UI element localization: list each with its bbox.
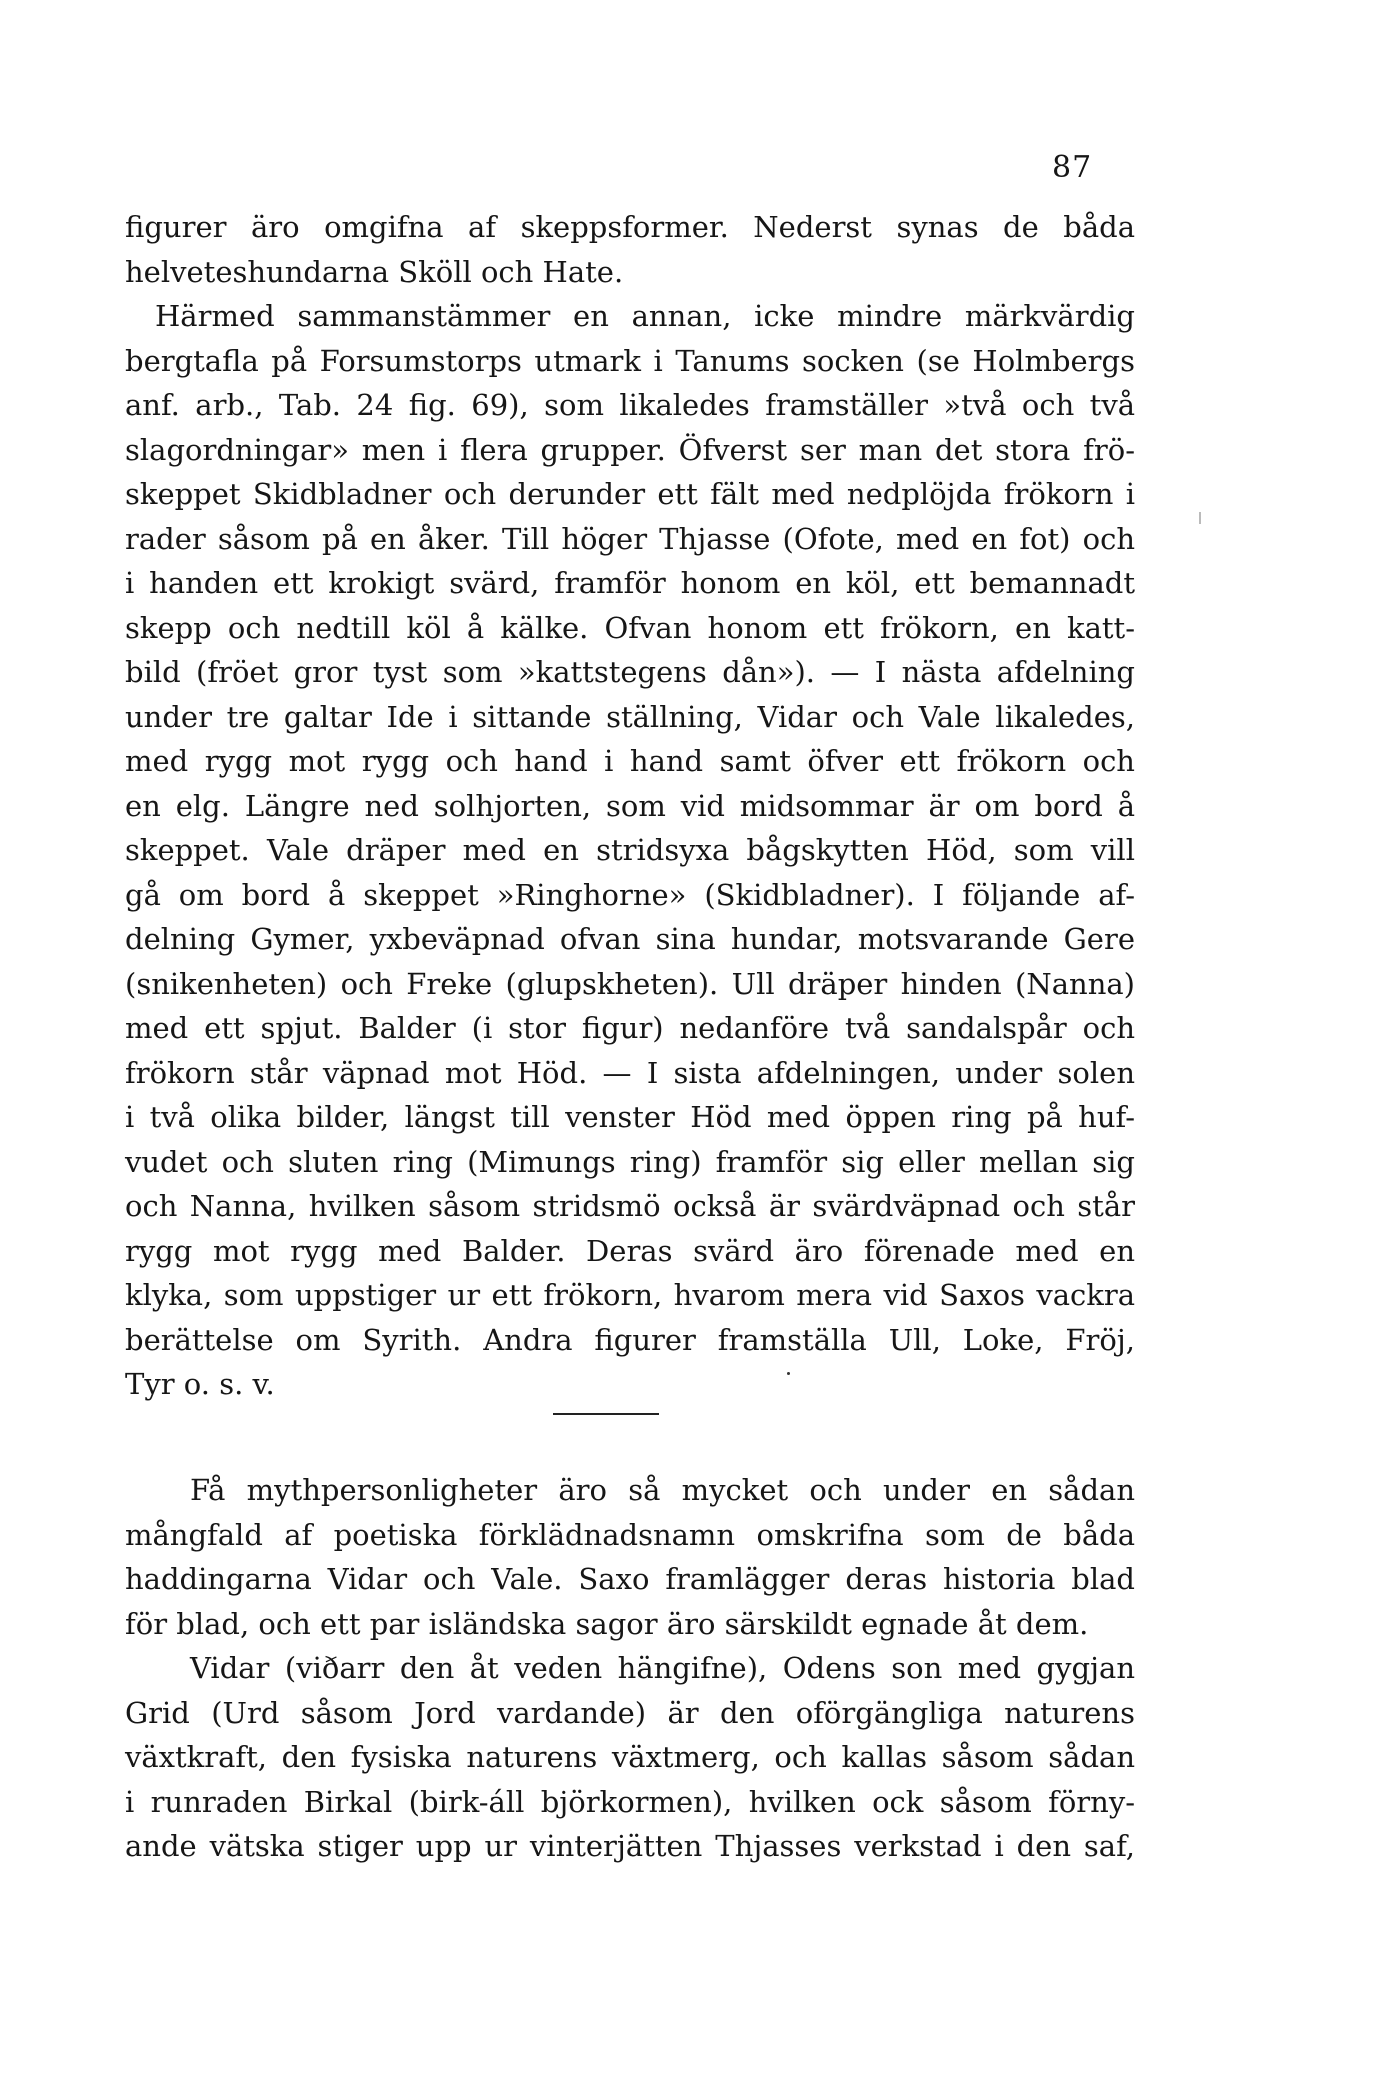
text-line: en elg. Längre ned solhjorten, som vid midsommar är om bord å (125, 788, 1135, 823)
text-line: under tre galtar Ide i sittande ställning, Vidar och Vale likaledes, (125, 699, 1135, 734)
margin-mark (1199, 512, 1201, 524)
text-line: berättelse om Syrith. Andra figurer framställa Ull, Loke, Fröj, (125, 1322, 1135, 1357)
text-line: gå om bord å skeppet »Ringhorne» (Skidbladner). I följande af- (125, 877, 1135, 912)
text-line: figurer äro omgifna af skeppsformer. Nederst synas de båda (125, 210, 1135, 244)
text-line: slagordningar» men i flera grupper. Öfverst ser man det stora frö- (125, 432, 1135, 467)
text-line: Härmed sammanstämmer en annan, icke mindre märkvärdig (155, 299, 1135, 333)
text-line: rygg mot rygg med Balder. Deras svärd äro förenade med en (125, 1233, 1135, 1268)
text-line: Få mythpersonligheter äro så mycket och under en sådan (190, 1473, 1135, 1507)
text-line: skeppet. Vale dräper med en stridsyxa bågskytten Höd, som vill (125, 833, 1135, 867)
text-line: Grid (Urd såsom Jord vardande) är den oförgängliga naturens (125, 1695, 1135, 1730)
text-line: växtkraft, den fysiska naturens växtmerg, och kallas såsom sådan (125, 1740, 1135, 1774)
text-line: för blad, och ett par isländska sagor äro särskildt egnade åt dem. (125, 1606, 1089, 1641)
text-line: mångfald af poetiska förklädnadsnamn omskrifna som de båda (125, 1517, 1135, 1552)
text-line: bergtafla på Forsumstorps utmark i Tanums socken (se Holmbergs (125, 343, 1135, 378)
text-line: rader såsom på en åker. Till höger Thjasse (Ofote, med en fot) och (125, 521, 1135, 556)
text-line: i runraden Birkal (birk-áll björkormen), hvilken ock såsom förny- (125, 1784, 1135, 1819)
text-line: med ett spjut. Balder (i stor figur) nedanföre två sandalspår och (125, 1011, 1135, 1045)
stray-ink-dot (787, 1372, 790, 1375)
text-line: och Nanna, hvilken såsom stridsmö också är svärdväpnad och står (125, 1189, 1135, 1223)
text-line: haddingarna Vidar och Vale. Saxo framlägger deras historia blad (125, 1562, 1135, 1596)
text-line: skeppet Skidbladner och derunder ett fält med nedplöjda frökorn i (125, 477, 1135, 511)
text-line: skepp och nedtill köl å kälke. Ofvan honom ett frökorn, en katt- (125, 610, 1135, 645)
paragraph-block-2 (125, 1468, 1135, 1869)
text-line: Tyr o. s. v. (125, 1367, 275, 1401)
page-number: 87 (1052, 150, 1093, 185)
paragraph-block-1 (125, 205, 1135, 1407)
text-line: med rygg mot rygg och hand i hand samt öfver ett frökorn och (125, 744, 1135, 778)
text-line: i handen ett krokigt svärd, framför honom en köl, ett bemannadt (125, 566, 1135, 600)
text-line: ande vätska stiger upp ur vinterjätten Thjasses verkstad i den saf, (125, 1829, 1135, 1863)
text-line: delning Gymer, yxbeväpnad ofvan sina hundar, motsvarande Gere (125, 922, 1135, 956)
text-line: (snikenheten) och Freke (glupskheten). Ull dräper hinden (Nanna) (125, 966, 1135, 1001)
text-line: vudet och sluten ring (Mimungs ring) framför sig eller mellan sig (125, 1144, 1135, 1179)
text-line: anf. arb., Tab. 24 fig. 69), som likaledes framställer »två och två (125, 388, 1135, 422)
text-line: helveteshundarna Sköll och Hate. (125, 254, 624, 289)
text-line: i två olika bilder, längst till venster Höd med öppen ring på huf- (125, 1100, 1135, 1134)
text-line: klyka, som uppstiger ur ett frökorn, hvarom mera vid Saxos vackra (125, 1278, 1135, 1312)
text-line: frökorn står väpnad mot Höd. — I sista afdelningen, under solen (125, 1055, 1135, 1090)
section-divider (553, 1413, 659, 1415)
text-line: Vidar (viðarr den åt veden hängifne), Odens son med gygjan (190, 1651, 1135, 1685)
text-line: bild (fröet gror tyst som »kattstegens dån»). — I nästa afdelning (125, 655, 1135, 689)
